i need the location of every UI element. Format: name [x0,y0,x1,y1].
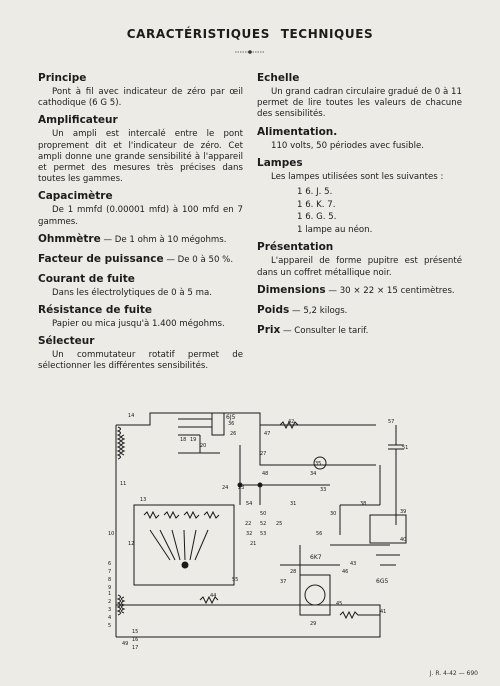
schematic-num: 52 [260,521,267,527]
schematic-num: 49 [122,641,129,647]
schematic-num: 55 [232,577,239,583]
schematic-num: 15 [132,629,139,635]
schematic-num: 53 [260,531,267,537]
schematic-num: 47 [264,431,271,437]
schematic-num: 23 [238,485,245,491]
heading-resistance-fuite: Résistance de fuite [38,304,152,317]
schematic-num: 11 [120,481,127,487]
schematic-num: 3 [108,607,112,613]
section-alimentation [257,126,462,152]
schematic-num: 54 [246,501,253,507]
text-facteur: — De 0 à 50 %. [166,254,234,265]
selector-switch-bank [134,505,234,585]
text-selecteur: Un commutateur rotatif permet de sélectionner les différentes sensibilités. [38,350,243,372]
schematic-num: 33 [320,487,327,493]
section-capacimetre [38,190,243,227]
schematic-num: 17 [132,645,139,650]
schematic-num: 51 [402,445,409,451]
section-amplificateur [38,114,243,185]
schematic-num: 13 [140,497,147,503]
schematic-num: 42 [288,419,295,425]
label-poids: Poids [257,303,290,316]
text-echelle: Un grand cadran circulaire gradué de 0 à 11 permet de lire toutes les valeurs de chacune des sensibilités. [257,87,462,120]
heading-capacimetre: Capacimètre [38,190,113,203]
schematic-num: 29 [310,621,317,627]
lamp-item: 1 6. J. 5. [297,187,333,198]
lamp-item: 1 lampe au néon. [297,224,373,235]
schematic-num: 16 [132,637,139,643]
schematic-num: 5 [108,623,112,629]
heading-alimentation: Alimentation. [257,125,338,138]
schematic-num: 30 [330,511,337,517]
text-presentation: L'appareil de forme pupitre est présenté dans un coffret métallique noir. [257,256,462,278]
schematic-num: 20 [200,443,207,449]
text-resistance-fuite: Papier ou mica jusqu'à 1.400 mégohms. [52,319,225,330]
schematic-num: 1 [108,591,112,597]
heading-principe: Principe [38,72,87,84]
schematic-num: 27 [260,451,267,457]
schematic-num: 56 [316,531,323,537]
label-prix: Prix [257,323,281,336]
heading-selecteur: Sélecteur [38,335,95,348]
left-column [38,72,243,378]
heading-presentation: Présentation [257,241,334,254]
label-dimensions: Dimensions [257,283,326,296]
lamp-item: 1 6. K. 7. [297,199,336,210]
schematic-num: 8 [108,577,112,583]
text-prix: — Consulter le tarif. [282,325,369,336]
schematic-num: 9 [108,585,112,591]
schematic-num: 41 [380,609,387,615]
schematic-num: 57 [388,419,395,425]
schematic-num: 32 [246,531,253,537]
circuit-schematic [80,405,420,650]
schematic-num: 10 [108,531,115,537]
schematic-num: 36 [228,421,235,427]
label-ohmmetre: Ohmmètre [38,232,101,245]
line-dimensions [257,284,462,297]
schematic-num: 39 [400,509,407,515]
text-poids: — 5,2 kilogs. [292,305,348,316]
label-facteur: Facteur de puissance [38,252,164,265]
schematic-num: 22 [245,521,252,527]
text-capacimetre: De 1 mmfd (0.00001 mfd) à 100 mfd en 7 gammes. [38,205,243,227]
section-lampes [257,157,462,237]
text-principe: Pont à fil avec indicateur de zéro par œil cathodique (6 G 5). [38,87,243,109]
schematic-num: 44 [210,593,217,599]
heading-echelle: Echelle [257,72,300,84]
schematic-num: 14 [128,413,135,419]
lamp-list [257,186,462,236]
schematic-num: 21 [250,541,257,547]
text-dimensions: — 30 × 22 × 15 centimètres. [328,285,455,296]
page-footer: J. R. 4-42 — 690 [429,670,478,677]
schematic-num: 34 [310,471,317,477]
schematic-num: 48 [262,471,269,477]
schematic-num: 45 [336,601,343,607]
text-alimentation: 110 volts, 50 périodes avec fusible. [271,140,425,151]
text-ohmmetre: — De 1 ohm à 10 mégohms. [103,234,227,245]
section-echelle [257,72,462,121]
schematic-num: 18 [180,437,187,443]
tube-label-6j5: 6J5 [226,414,236,421]
line-poids [257,304,462,317]
schematic-num: 19 [190,437,197,443]
right-column [257,72,462,344]
text-courant-fuite: Dans les électrolytiques de 0 à 5 ma. [52,287,212,298]
section-presentation [257,241,462,278]
text-lampes: Les lampes utilisées sont les suivantes : [271,171,444,182]
heading-lampes: Lampes [257,156,303,169]
schematic-num: 12 [128,541,135,547]
section-selecteur [38,335,243,372]
schematic-num: 37 [280,579,287,585]
schematic-num: 6 [108,561,112,567]
schematic-num: 31 [290,501,297,507]
title-ornament [235,48,265,56]
schematic-num: 46 [342,569,349,575]
line-facteur [38,253,243,266]
schematic-num: 38 [360,501,367,507]
schematic-num: 25 [276,521,283,527]
schematic-num: 50 [260,511,267,517]
tube-label-6k7: 6K7 [310,554,322,561]
tube-label-6g5: 6G5 [376,578,389,585]
section-resistance-fuite [38,304,243,330]
neon-label: 35 [315,461,322,467]
schematic-num: 28 [290,569,297,575]
text-amplificateur: Un ampli est intercalé entre le pont proprement dit et l'indicateur de zéro. Cet ampli donne une grande sensibilité à l'appareil et permet des mesures très précises dans toutes les gammes. [38,129,243,185]
schematic-num: 4 [108,615,112,621]
page-title: CARACTÉRISTIQUES TECHNIQUES [126,27,374,41]
schematic-num: 2 [108,599,112,605]
section-principe [38,72,243,109]
schematic-num: 26 [230,431,237,437]
schematic-num: 24 [222,485,229,491]
section-courant-fuite [38,273,243,299]
heading-courant-fuite: Courant de fuite [38,272,135,285]
line-ohmmetre [38,233,243,246]
schematic-num: 40 [400,537,407,543]
schematic-num: 43 [350,561,357,567]
schematic-num: 7 [108,569,112,575]
line-prix [257,324,462,337]
lamp-item: 1 6. G. 5. [297,212,337,223]
heading-amplificateur: Amplificateur [38,114,118,127]
